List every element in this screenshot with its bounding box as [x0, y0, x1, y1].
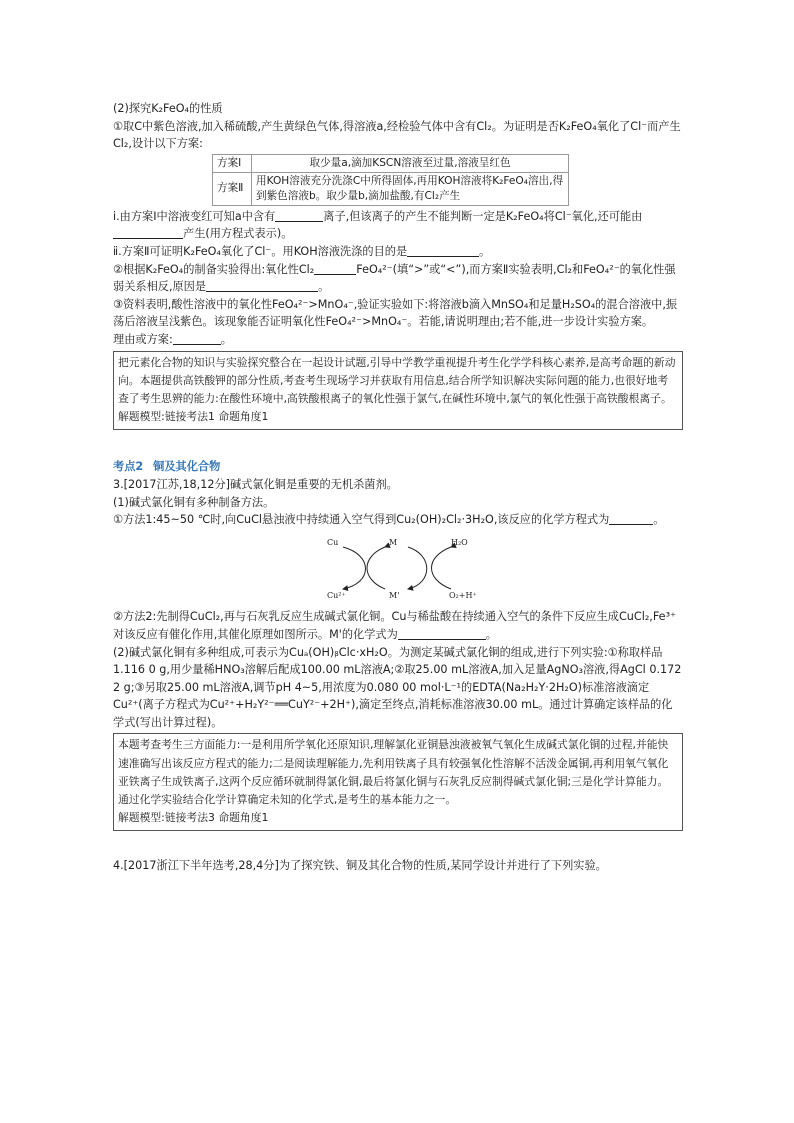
question-text: 。 — [318, 280, 330, 294]
arc-arrow — [367, 547, 385, 589]
question-text — [113, 608, 683, 643]
label-m: M — [389, 537, 398, 547]
question-text: ⅱ.方案Ⅱ可证明K₂FeO₄氧化了Cl⁻。用KOH溶液洗涤的目的是 — [113, 244, 408, 258]
analysis-footer: 解题模型:链接考法1 命题角度1 — [118, 410, 269, 424]
question-text: 。 — [220, 332, 232, 346]
question-text: 。 — [485, 627, 497, 641]
question-text: 离子,但该离子的产生不能判断一定是K₂FeO₄将Cl⁻氧化,还可能由 — [323, 209, 643, 223]
table-row — [213, 172, 569, 205]
question-text: FeO₄²⁻(填“>”或“<”),而方案Ⅱ实验表明,Cl₂和FeO₄²⁻的氧化性强弱关系相反,原因是 — [113, 262, 676, 294]
analysis-footer: 解题模型:链接考法3 命题角度1 — [118, 811, 269, 825]
question-text: 。 — [653, 513, 665, 527]
analysis-text: 把元素化合物的知识与实验探究整合在一起设计试题,引导中学教学重视提升考生化学学科核心素养,是高考命题的新动向。本题提供高铁酸钾的部分性质,考查考生现场学习并获取有用信息,结合所学知识解决实际问题的能力,也很好地考查了考生思辨的能力:在酸性环境中,高铁酸根离子的氧化性强于氯气,在碱性环境中,氯气的氧化性强于高铁酸根离子。 — [118, 355, 676, 405]
label-o2: O₂+H⁺ — [449, 590, 477, 600]
answer-blank — [398, 627, 486, 640]
table-row — [213, 154, 569, 172]
question-text: (2)碱式氯化铜有多种组成,可表示为Cuₐ(OH)ᵦClc·xH₂O。为测定某碱式氯化铜的组成,进行下列实验:①称取样品1.116 0 g,用少量稀HNO₃溶解后配成100.00 mL溶液A;②取25.00 mL溶液A,加入足量AgNO₃溶液,得AgCl 0.172 2 g;③另取25.00 mL溶液A,调节pH 4~5,用浓度为0.080 00 mol·L⁻¹的EDTA(Na₂H₂Y·2H₂O)标准溶液滴定Cu²⁺(离子方程式为Cu²⁺+H₂Y²⁻══CuY²⁻+2H⁺),滴定至终点,消耗标准溶液30.00 mL。通过计算确定该样品的化学式(写出计算过程)。 — [113, 645, 682, 729]
question-head: 4.[2017浙江下半年选考,28,4分]为了探究铁、铜及其化合物的性质,某同学设计并进行了下列实验。 — [113, 859, 607, 873]
analysis-text: 本题考查考生三方面能力:一是利用所学氧化还原知识,理解氯化亚铜悬浊液被氧气氧化生成碱式氯化铜的过程,并能快速准确写出该反应方程式的能力;二是阅读理解能力,先利用铁离子具有较强氧化性溶解不活泼金属铜,再利用氧气氧化亚铁离子生成铁离子,这两个反应循环就制得氯化铜,最后将氯化铜与石灰乳反应制得碱式氯化铜;三是化学计算能力。通过化学实验结合化学计算确定未知的化学式,是考生的基本能力之一。 — [118, 738, 669, 807]
question-text: ②根据K₂FeO₄的制备实验得出:氧化性Cl₂ — [113, 262, 315, 276]
topic-heading — [113, 458, 683, 476]
question-i — [113, 208, 683, 243]
arc-arrow — [408, 547, 427, 589]
question-text: ①方法1:45~50 ℃时,向CuCl悬浊液中持续通入空气得到Cu₂(OH)₂Cl₂·3H₂O,该反应的化学方程式为 — [113, 513, 610, 527]
catalysis-cycle-diagram — [313, 535, 483, 601]
question-text: ⅰ.由方案Ⅰ中溶液变红可知a中含有 — [113, 209, 276, 223]
question-text: 产生(用方程式表示)。 — [183, 227, 293, 241]
answer-blank — [609, 512, 653, 525]
analysis-box — [113, 733, 683, 831]
question-text: ②方法2:先制得CuCl₂,再与石灰乳反应生成碱式氯化铜。Cu与稀盐酸在持续通入空气的条件下反应生成CuCl₂,Fe³⁺对该反应有催化作用,其催化原理如图所示。M'的化学式为 — [113, 610, 676, 641]
label-h2o: H₂O — [451, 537, 468, 547]
question-text: ①取C中紫色溶液,加入稀硫酸,产生黄绿色气体,得溶液a,经检验气体中含有Cl₂。为证明是否K₂FeO₄氧化了Cl⁻而产生Cl₂,设计以下方案: — [113, 119, 681, 151]
question-2 — [113, 261, 683, 296]
answer-blank — [275, 209, 323, 222]
question-ii — [113, 243, 683, 261]
reason-line — [113, 331, 683, 349]
question-text: (1)碱式氯化铜有多种制备方法。 — [113, 495, 275, 509]
arc-arrow — [432, 547, 452, 589]
plan-table — [212, 154, 569, 206]
topic-label: 考点2 — [113, 460, 144, 474]
question-text: 理由或方案: — [113, 332, 173, 346]
topic-title: 铜及其化合物 — [153, 460, 221, 474]
label-cu2: Cu²⁺ — [327, 590, 346, 600]
question-head: 3.[2017江苏,18,12分]碱式氯化铜是重要的无机杀菌剂。 — [113, 477, 398, 491]
answer-blank — [113, 226, 183, 239]
answer-blank — [173, 332, 221, 345]
plan-name: 方案Ⅰ — [213, 154, 252, 172]
question-text: 。 — [479, 244, 491, 258]
document-page — [113, 100, 683, 875]
plan-name: 方案Ⅱ — [213, 172, 252, 205]
section-heading: (2)探究K₂FeO₄的性质 — [113, 102, 223, 115]
plan-text: 取少量a,滴加KSCN溶液至过量,溶液呈红色 — [252, 154, 569, 172]
plan-text: 用KOH溶液充分洗涤C中所得固体,再用KOH溶液将K₂FeO₄溶出,得到紫色溶液b。取少量b,滴加盐酸,有Cl₂产生 — [252, 172, 569, 205]
analysis-box — [113, 351, 683, 431]
answer-blank — [314, 262, 356, 275]
answer-blank — [206, 279, 318, 292]
question-text — [113, 511, 683, 529]
question-3: ③资料表明,酸性溶液中的氧化性FeO₄²⁻>MnO₄⁻,验证实验如下:将溶液b滴入MnSO₄和足量H₂SO₄的混合溶液中,振荡后溶液呈浅紫色。该现象能否证明氧化性FeO₄²⁻>MnO₄⁻。若能,请说明理由;若不能,进一步设计实验方案。 — [113, 297, 678, 329]
label-cu: Cu — [327, 537, 339, 547]
label-m-prime: M' — [389, 590, 400, 600]
arc-arrow — [343, 547, 366, 589]
answer-blank — [407, 244, 479, 257]
